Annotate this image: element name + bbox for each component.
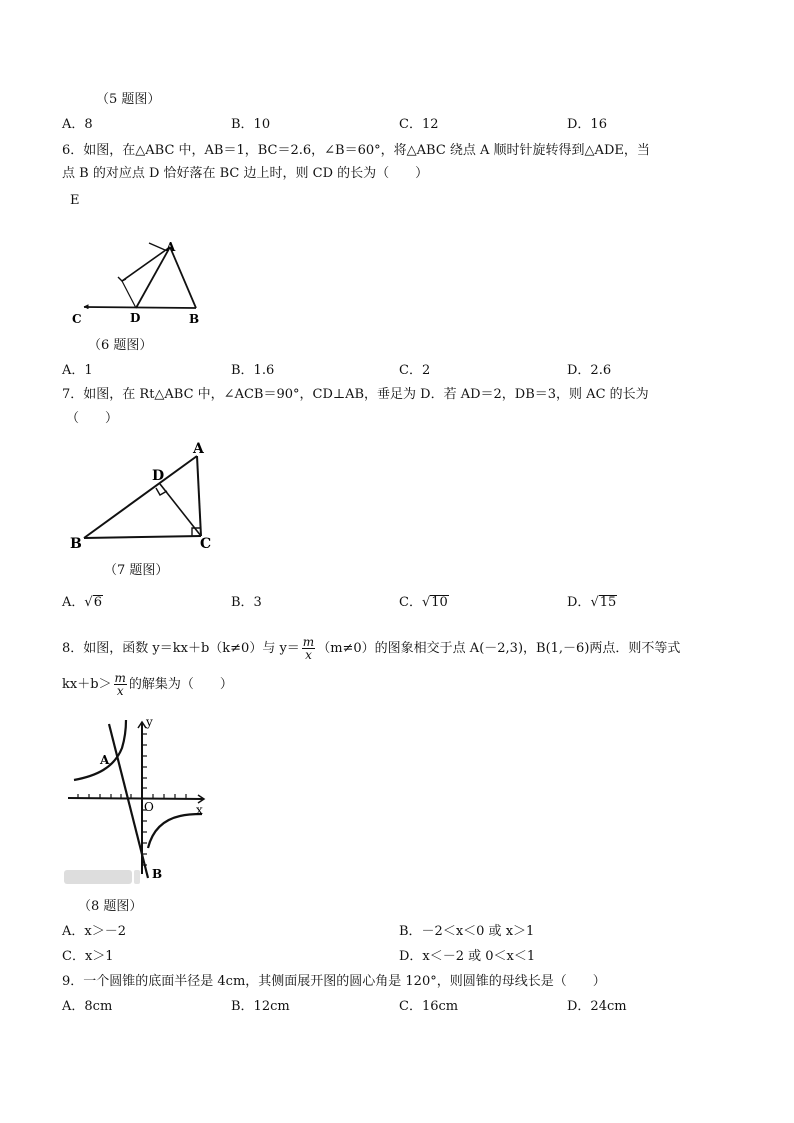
q8-fraction-m-over-x: $\frac{m}{x}$: [302, 635, 315, 662]
q7-label-b: B: [70, 536, 82, 552]
q8-question-line2: kx＋b＞ $\frac{m}{x}$ 的解集为（ ）: [62, 671, 233, 698]
q6-figure: [66, 235, 216, 325]
q5-option-b: B．10: [231, 117, 271, 132]
q8-figure: [62, 714, 212, 886]
q7-figure: [64, 436, 224, 556]
q6-option-a: A．1: [62, 363, 93, 378]
q9-option-b: B．12cm: [231, 999, 290, 1014]
q6-option-d: D．2.6: [567, 363, 612, 378]
q5-option-d: D．16: [567, 117, 607, 132]
q7-option-d: D．√15: [567, 595, 617, 610]
q8-option-b: B．－2＜x＜0 或 x＞1: [399, 924, 535, 939]
q9-question-line1: 9．一个圆锥的底面半径是 4cm，其侧面展开图的圆心角是 120°，则圆锥的母线长是（ ）: [62, 974, 606, 989]
q8-fraction-m-over-x-2: $\frac{m}{x}$: [114, 671, 126, 698]
q6-option-c: C．2: [399, 363, 431, 378]
q8-question-line1: 8．如图，函数 y＝kx＋b（k≠0）与 y＝ $\frac{m}{x}$ （m≠0）的图象相交于点 A(－2,3)，B(1,－6)两点．则不等式: [62, 635, 681, 662]
q6-label-b: B: [189, 312, 200, 325]
q7-option-c: C．√10: [399, 595, 448, 610]
q9-option-d: D．24cm: [567, 999, 627, 1014]
q7-question-line2: （ ）: [66, 411, 119, 426]
q9-option-a: A．8cm: [62, 999, 113, 1014]
q8-figure-caption: （8 题图）: [78, 899, 143, 914]
q7-question-line1: 7．如图，在 Rt△ABC 中，∠ACB＝90°，CD⊥AB，垂足为 D．若 AD＝2，DB＝3，则 AC 的长为: [62, 387, 649, 402]
q5-option-a: A．8: [62, 117, 93, 132]
q9-option-c: C．16cm: [399, 999, 459, 1014]
q7-label-d: D: [152, 468, 165, 484]
q6-figure-caption: （6 题图）: [88, 338, 153, 353]
q8-label-o: O: [144, 800, 154, 814]
q7-label-c: C: [200, 536, 212, 552]
q7-label-a: A: [193, 441, 204, 457]
q6-figure-label-e: E: [70, 193, 80, 208]
q8-option-c: C．x＞1: [62, 949, 114, 964]
q6-question-line1: 6．如图，在△ABC 中，AB＝1，BC＝2.6，∠B＝60°，将△ABC 绕点 A 顺时针旋转得到△ADE，当: [62, 143, 650, 158]
q8-option-a: A．x＞－2: [62, 924, 126, 939]
q8-label-a: A: [100, 753, 110, 767]
q6-label-d: D: [130, 311, 141, 325]
q8-label-x: x: [196, 803, 203, 817]
q6-label-a: A: [166, 240, 176, 254]
q8-label-b: B: [152, 867, 163, 881]
q6-label-c: C: [72, 312, 82, 325]
q7-figure-caption: （7 题图）: [104, 563, 169, 578]
q6-option-b: B．1.6: [231, 363, 275, 378]
q6-question-line2: 点 B 的对应点 D 恰好落在 BC 边上时，则 CD 的长为（ ）: [62, 166, 429, 181]
q8-label-y: y: [146, 715, 153, 729]
q5-figure-caption: （5 题图）: [96, 92, 161, 107]
q7-option-a: A．√6: [62, 595, 102, 610]
q7-option-b: B．3: [231, 595, 262, 610]
q5-option-c: C．12: [399, 117, 439, 132]
q8-option-d: D．x＜－2 或 0＜x＜1: [399, 949, 536, 964]
